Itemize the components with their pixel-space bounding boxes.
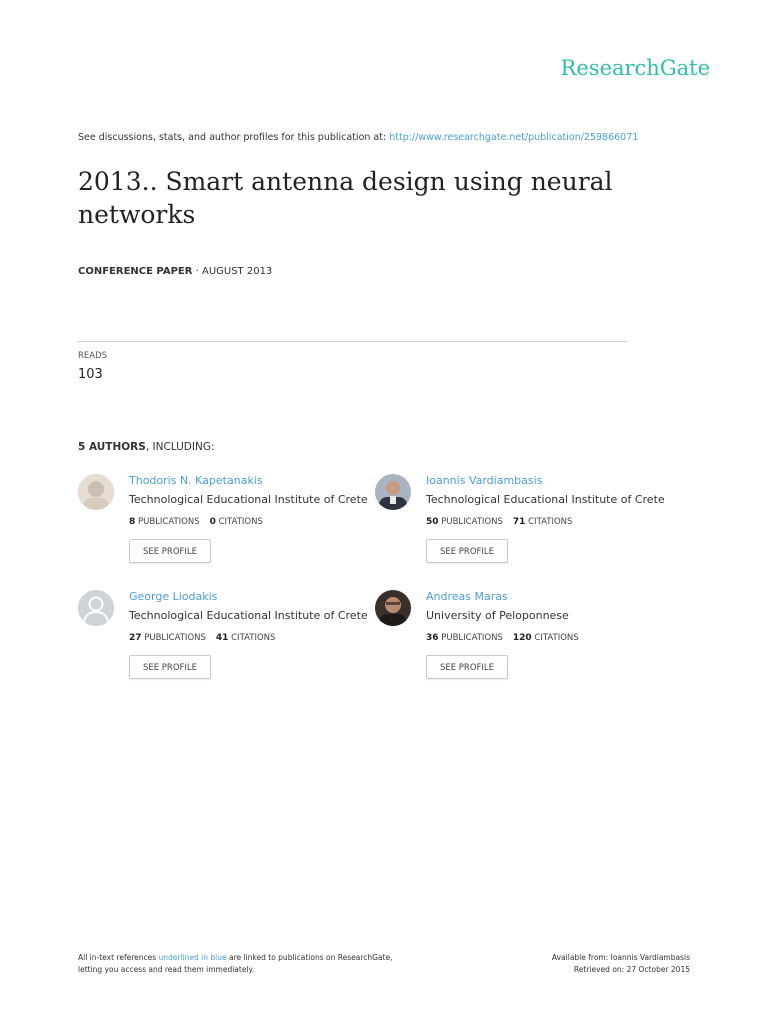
author-stats [426,633,579,643]
citations-label: CITATIONS [528,517,573,527]
publications-label: PUBLICATIONS [144,633,206,643]
author-institution: Technological Educational Institute of Crete [129,609,368,622]
author-stats [426,517,572,527]
citations-label: CITATIONS [218,517,263,527]
retrieved-on: Retrieved on: 27 October 2015 [573,965,690,974]
publication-meta [78,266,272,277]
discussion-text: See discussions, stats, and author profiles for this publication at: [78,132,387,143]
author-card [375,474,665,584]
publications-label: PUBLICATIONS [137,517,200,527]
reads-label: READS [78,351,108,361]
publications-label: PUBLICATIONS [441,517,503,527]
reads-count: 103 [78,367,103,382]
see-profile-button[interactable]: SEE PROFILE [129,655,211,679]
see-profile-button[interactable]: SEE PROFILE [426,539,508,563]
author-institution: Technological Educational Institute of Crete [129,493,368,506]
footer-note-text: All in-text references [78,953,159,962]
author-avatar[interactable] [375,474,411,510]
publication-type: CONFERENCE PAPER [78,266,193,277]
author-avatar[interactable] [78,590,114,626]
person-photo-icon [78,474,114,510]
person-photo-icon [375,590,411,626]
citations-count: 0 [209,517,216,527]
person-photo-icon [375,474,411,510]
author-stats [129,517,263,527]
author-institution: University of Peloponnese [426,609,569,622]
author-name[interactable]: Andreas Maras [426,590,508,603]
citations-count: 120 [512,633,532,643]
authors-count: 5 AUTHORS [78,441,146,453]
available-from: Available from: Ioannis Vardiambasis [551,953,690,962]
researchgate-logo[interactable]: ResearchGate [560,56,710,80]
publication-link[interactable]: http://www.researchgate.net/publication/259866071 [389,132,639,143]
footer-note [78,952,392,976]
publication-title: 2013.. Smart antenna design using neural networks [78,167,613,229]
author-card [78,474,368,584]
author-name[interactable]: Ioannis Vardiambasis [426,474,543,487]
section-divider [78,341,628,342]
publications-label: PUBLICATIONS [441,633,503,643]
default-avatar-icon [78,590,114,626]
citations-count: 41 [215,633,229,643]
author-name[interactable]: Thodoris N. Kapetanakis [129,474,263,487]
citations-label: CITATIONS [534,633,579,643]
publications-count: 36 [426,633,439,643]
see-profile-button[interactable]: SEE PROFILE [426,655,508,679]
publications-count: 8 [129,517,136,527]
authors-suffix: , INCLUDING: [145,441,215,453]
discussion-line [78,132,638,143]
author-card [78,590,368,700]
author-name[interactable]: George Liodakis [129,590,218,603]
author-stats [129,633,275,643]
citations-count: 71 [512,517,526,527]
footer-note-line2: letting you access and read them immediately. [78,965,255,974]
author-institution: Technological Educational Institute of Crete [426,493,665,506]
publications-count: 50 [426,517,439,527]
citations-label: CITATIONS [231,633,276,643]
footer-note-link-text: underlined in blue [158,953,227,962]
author-avatar[interactable] [375,590,411,626]
footer-note-text: are linked to publications on ResearchGate, [226,953,393,962]
author-card [375,590,655,700]
see-profile-button[interactable]: SEE PROFILE [129,539,211,563]
author-avatar[interactable] [78,474,114,510]
footer-note-line1 [78,952,392,964]
publications-count: 27 [129,633,142,643]
publication-date: · AUGUST 2013 [195,266,273,277]
footer-availability [480,952,690,976]
authors-heading [78,441,215,453]
